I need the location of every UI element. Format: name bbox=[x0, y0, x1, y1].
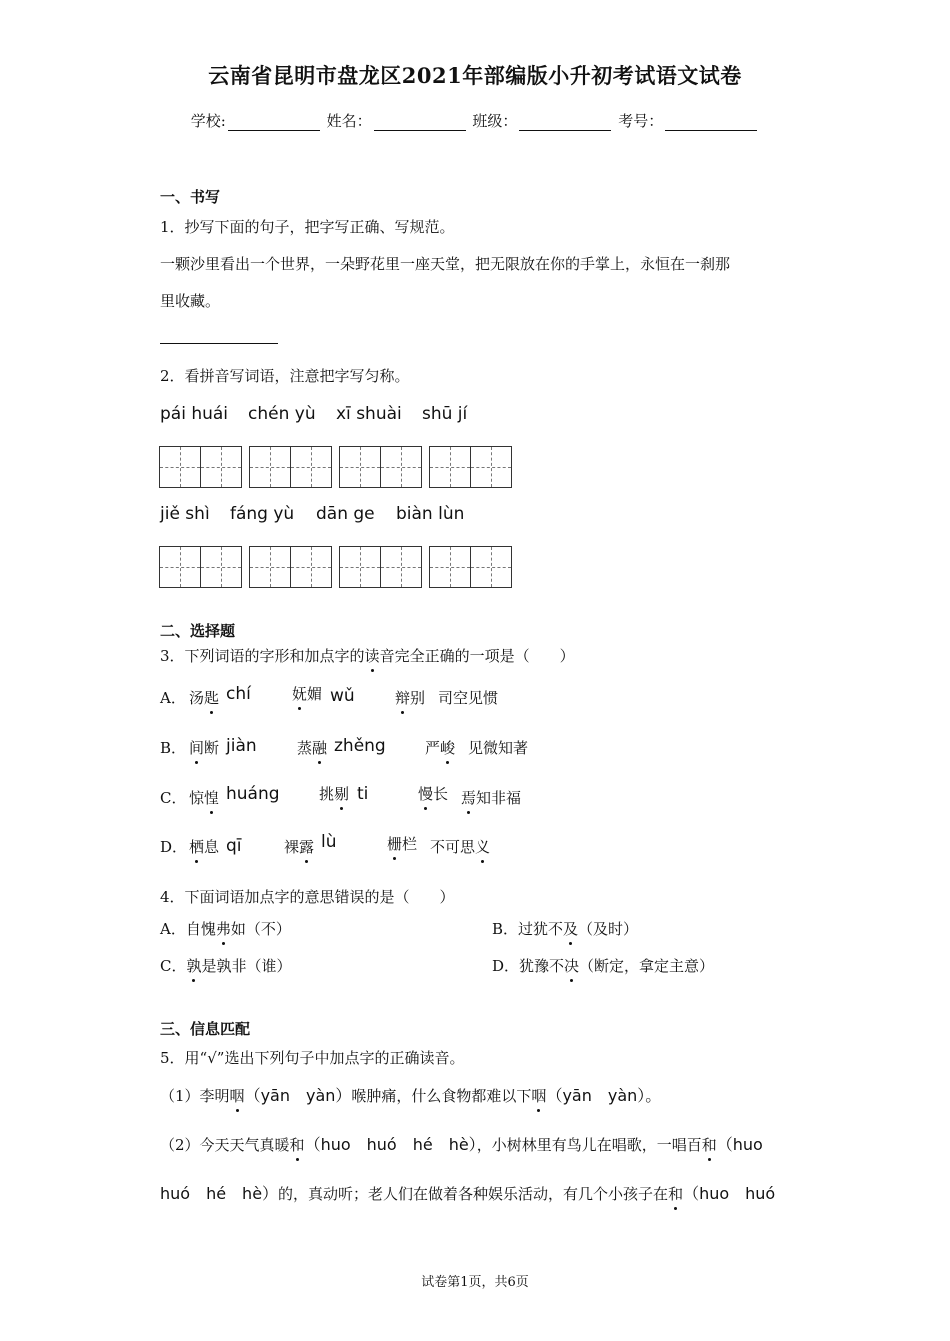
text: 是孰非（谁） bbox=[201, 957, 292, 975]
option-b-pinyin-2: zhěng bbox=[334, 736, 386, 756]
option-d-word-3 bbox=[387, 833, 417, 855]
dotted-char: 露 bbox=[299, 838, 315, 856]
option-c-label[interactable]: C． bbox=[160, 789, 187, 807]
class-label: 班级： bbox=[472, 112, 518, 130]
option-b-word-4: 见微知著 bbox=[468, 739, 529, 757]
option-d-pinyin-2: lù bbox=[321, 832, 337, 852]
pinyin-5: jiě shì bbox=[160, 504, 210, 524]
dotted-char: 和 bbox=[701, 1136, 717, 1154]
question-4-stem: 4．下面词语加点字的意思错误的是（ ） bbox=[160, 888, 455, 906]
q4-option-c[interactable] bbox=[160, 955, 292, 977]
dotted-char: 栖 bbox=[189, 838, 205, 856]
option-d-word-1 bbox=[189, 836, 219, 858]
dotted-char: 间 bbox=[189, 739, 205, 757]
school-field[interactable] bbox=[228, 115, 320, 131]
q5-sentence-3 bbox=[160, 1183, 775, 1205]
text: 如（不） bbox=[230, 920, 291, 938]
pinyin-6: fáng yù bbox=[230, 504, 295, 524]
char: 惊 bbox=[189, 789, 205, 807]
option-c-word-1 bbox=[189, 787, 219, 809]
option-d-pinyin-1: qī bbox=[226, 836, 242, 856]
q5-sentence-2 bbox=[160, 1134, 763, 1156]
text: 喉肿痛，什么食物都难以下 bbox=[351, 1087, 532, 1105]
option-a-word-2 bbox=[292, 683, 322, 705]
dotted-char: 妩 bbox=[292, 685, 308, 703]
writing-grid-7[interactable] bbox=[339, 546, 422, 588]
text: （1）李明 bbox=[160, 1087, 230, 1105]
text: B．过犹不 bbox=[492, 920, 564, 938]
char: 蒸 bbox=[297, 739, 313, 757]
text: （及时） bbox=[578, 920, 639, 938]
dotted-char: 惶 bbox=[204, 789, 220, 807]
writing-grid-8[interactable] bbox=[429, 546, 512, 588]
text: D．犹豫不 bbox=[492, 957, 565, 975]
option-c-pinyin-1: huáng bbox=[226, 784, 280, 804]
pinyin-7: dān ge bbox=[316, 504, 375, 524]
option-a-pinyin-2: wǔ bbox=[330, 686, 355, 706]
dotted-char: 峻 bbox=[440, 739, 456, 757]
option-a-word-1 bbox=[189, 687, 219, 709]
char: 不可思 bbox=[430, 838, 476, 856]
dotted-char: 读 bbox=[364, 647, 380, 665]
dotted-char: 弗 bbox=[215, 920, 231, 938]
dotted-char: 栅 bbox=[387, 835, 403, 853]
dotted-char: 孰 bbox=[186, 957, 202, 975]
q3-stem-part: 3．下列词语的字形和加点字的 bbox=[160, 647, 365, 665]
pinyin-choice[interactable]: （yān yàn）。 bbox=[546, 1086, 662, 1105]
question-2-stem: 2．看拼音写词语，注意把字写匀称。 bbox=[160, 367, 410, 385]
text: ，小树林里有鸟儿在唱歌，一唱百 bbox=[476, 1136, 702, 1154]
writing-grid-3[interactable] bbox=[339, 446, 422, 488]
pinyin-1: pái huái bbox=[160, 404, 229, 424]
option-b-word-2 bbox=[297, 737, 327, 759]
writing-grid-2[interactable] bbox=[249, 446, 332, 488]
dotted-char: 和 bbox=[289, 1136, 305, 1154]
q4-option-a[interactable] bbox=[160, 918, 291, 940]
option-c-word-2 bbox=[319, 783, 349, 805]
question-1-line-1: 一颗沙里看出一个世界，一朵野花里一座天堂，把无限放在你的手掌上，永恒在一刹那 bbox=[160, 255, 731, 273]
option-d-label[interactable]: D． bbox=[160, 838, 188, 856]
text: （断定，拿定主意） bbox=[579, 957, 715, 975]
char: 息 bbox=[204, 838, 220, 856]
dotted-char: 和 bbox=[668, 1185, 684, 1203]
q4-option-b[interactable] bbox=[492, 918, 638, 940]
dotted-char: 及 bbox=[563, 920, 579, 938]
char: 挑 bbox=[319, 785, 335, 803]
question-1-stem: 1．抄写下面的句子，把字写正确、写规范。 bbox=[160, 218, 455, 236]
pinyin-choice[interactable]: （huo bbox=[716, 1135, 763, 1154]
pinyin-2: chén yù bbox=[248, 404, 316, 424]
number-field[interactable] bbox=[665, 115, 757, 131]
question-1-line-2: 里收藏。 bbox=[160, 292, 221, 310]
pinyin-3: xī shuài bbox=[336, 404, 402, 424]
text: （2）今天天气真暖 bbox=[160, 1136, 290, 1154]
char: 知非福 bbox=[476, 789, 522, 807]
section-heading-matching: 三、信息匹配 bbox=[160, 1020, 251, 1038]
page-title: 云南省昆明市盘龙区2021年部编版小升初考试语文试卷 bbox=[208, 63, 742, 88]
writing-grid-1[interactable] bbox=[159, 446, 242, 488]
pinyin-choice[interactable]: （huo huó bbox=[683, 1184, 776, 1203]
question-5-stem: 5．用“√”选出下列句子中加点字的正确读音。 bbox=[160, 1049, 465, 1067]
writing-grid-5[interactable] bbox=[159, 546, 242, 588]
option-c-pinyin-2: ti bbox=[357, 784, 369, 804]
char: 栏 bbox=[402, 835, 418, 853]
q5-sentence-1 bbox=[160, 1085, 661, 1107]
dotted-char: 融 bbox=[312, 739, 328, 757]
pinyin-4: shū jí bbox=[422, 404, 468, 424]
pinyin-choice[interactable]: （yān yàn） bbox=[244, 1086, 352, 1105]
option-a-word-4: 司空见惯 bbox=[438, 689, 499, 707]
writing-grid-6[interactable] bbox=[249, 546, 332, 588]
char: 别 bbox=[410, 689, 426, 707]
class-field[interactable] bbox=[519, 115, 611, 131]
dotted-char: 匙 bbox=[204, 689, 220, 707]
option-d-word-4 bbox=[430, 836, 490, 858]
page-footer: 试卷第1页，共6页 bbox=[421, 1275, 529, 1290]
dotted-char: 辩 bbox=[395, 689, 411, 707]
option-a-label[interactable]: A． bbox=[160, 689, 186, 707]
char: 长 bbox=[433, 785, 449, 803]
text: 的，真动听；老人们在做着各种娱乐活动，有几个小孩子在 bbox=[278, 1185, 669, 1203]
name-field[interactable] bbox=[374, 115, 466, 131]
number-label: 考号： bbox=[618, 112, 664, 130]
dotted-char: 焉 bbox=[461, 789, 477, 807]
q3-stem-part: 音完全正确的一项是（ ） bbox=[379, 647, 575, 665]
dotted-char: 剔 bbox=[334, 785, 350, 803]
option-a-pinyin-1: chí bbox=[226, 684, 251, 704]
pinyin-choice[interactable]: （huo huó hé hè） bbox=[304, 1135, 477, 1154]
writing-grid-4[interactable] bbox=[429, 446, 512, 488]
option-c-word-3 bbox=[418, 783, 448, 805]
char: 严 bbox=[425, 739, 441, 757]
question-3-stem bbox=[160, 645, 575, 667]
pinyin-8: biàn lùn bbox=[396, 504, 465, 524]
student-info-line bbox=[0, 110, 950, 131]
dotted-char: 咽 bbox=[229, 1087, 245, 1105]
dotted-char: 咽 bbox=[531, 1087, 547, 1105]
option-b-word-3 bbox=[425, 737, 455, 759]
option-b-label[interactable]: B． bbox=[160, 739, 187, 757]
option-b-word-1 bbox=[189, 737, 219, 759]
text: C． bbox=[160, 957, 187, 975]
dotted-char: 决 bbox=[564, 957, 580, 975]
text: A．自愧 bbox=[160, 920, 216, 938]
answer-line[interactable] bbox=[160, 343, 278, 344]
option-a-word-3 bbox=[395, 687, 425, 709]
dotted-char: 义 bbox=[475, 838, 491, 856]
pinyin-choice[interactable]: huó hé hè） bbox=[160, 1184, 279, 1203]
section-heading-choice: 二、选择题 bbox=[160, 622, 236, 640]
section-heading-writing: 一、书写 bbox=[160, 188, 221, 206]
option-b-pinyin-1: jiàn bbox=[226, 736, 257, 756]
char: 裸 bbox=[284, 838, 300, 856]
dotted-char: 慢 bbox=[418, 785, 434, 803]
char: 断 bbox=[204, 739, 220, 757]
school-label: 学校: bbox=[190, 112, 226, 130]
q4-option-d[interactable] bbox=[492, 955, 714, 977]
name-label: 姓名： bbox=[326, 112, 372, 130]
option-c-word-4 bbox=[461, 787, 521, 809]
char: 媚 bbox=[307, 685, 323, 703]
char: 汤 bbox=[189, 689, 205, 707]
option-d-word-2 bbox=[284, 836, 314, 858]
